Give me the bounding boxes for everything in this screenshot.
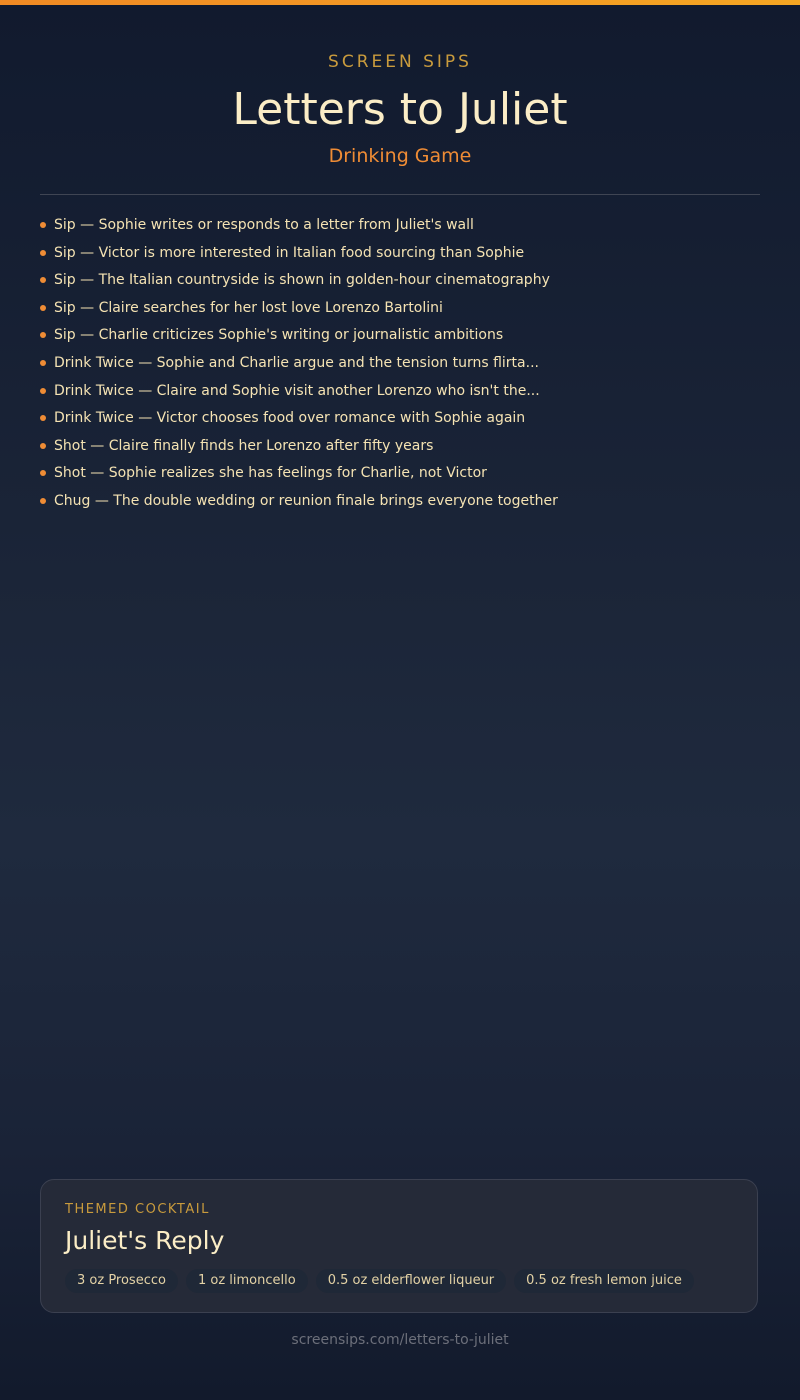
bullet-dot-icon: [40, 360, 46, 366]
footer-url: screensips.com/letters-to-juliet: [291, 1332, 509, 1348]
bullet-dot-icon: [40, 388, 46, 394]
rule-text: Drink Twice — Sophie and Charlie argue and the tension turns flirta...: [54, 354, 539, 371]
bullet-dot-icon: [40, 415, 46, 421]
rule-item: [40, 296, 760, 324]
rule-item: [40, 434, 760, 462]
rule-text: Shot — Claire finally finds her Lorenzo after fifty years: [54, 437, 434, 454]
rule-text: Sip — Charlie criticizes Sophie's writing or journalistic ambitions: [54, 327, 504, 344]
rule-text: Sip — Victor is more interested in Italian food sourcing than Sophie: [54, 244, 525, 261]
ingredient-chip: 0.5 oz fresh lemon juice: [514, 1269, 694, 1293]
page-subtitle: Drinking Game: [328, 145, 472, 167]
rule-item: [40, 461, 760, 489]
rule-item: [40, 379, 760, 407]
cocktail-name: Juliet's Reply: [65, 1226, 225, 1255]
ingredient-chip: 1 oz limoncello: [186, 1269, 308, 1293]
bullet-dot-icon: [40, 332, 46, 338]
cocktail-label: THEMED COCKTAIL: [65, 1202, 210, 1217]
rule-text: Chug — The double wedding or reunion finale brings everyone together: [54, 492, 558, 509]
bullet-dot-icon: [40, 250, 46, 256]
rule-item: [40, 323, 760, 351]
rules-list: [40, 213, 760, 517]
cocktail-card: [40, 1179, 758, 1313]
rule-text: Sip — Sophie writes or responds to a letter from Juliet's wall: [54, 217, 474, 233]
bullet-dot-icon: [40, 498, 46, 504]
rule-item: [40, 241, 760, 269]
page-title: Letters to Juliet: [232, 84, 568, 135]
rule-item: [40, 268, 760, 296]
bullet-dot-icon: [40, 305, 46, 311]
ingredient-list: [65, 1269, 694, 1293]
ingredient-chip: 3 oz Prosecco: [65, 1269, 178, 1293]
bullet-dot-icon: [40, 470, 46, 476]
bullet-dot-icon: [40, 222, 46, 228]
rule-text: Drink Twice — Claire and Sophie visit another Lorenzo who isn't the...: [54, 382, 540, 399]
rule-item: [40, 213, 760, 241]
bullet-dot-icon: [40, 277, 46, 283]
rule-text: Sip — The Italian countryside is shown in golden-hour cinematography: [54, 272, 550, 289]
rule-text: Shot — Sophie realizes she has feelings for Charlie, not Victor: [54, 465, 487, 482]
accent-top-bar: [0, 0, 800, 5]
rule-item: [40, 351, 760, 379]
header-divider: [40, 194, 760, 195]
bullet-dot-icon: [40, 443, 46, 449]
brand-name: SCREEN SIPS: [328, 52, 472, 72]
rule-text: Drink Twice — Victor chooses food over romance with Sophie again: [54, 410, 526, 427]
ingredient-chip: 0.5 oz elderflower liqueur: [316, 1269, 506, 1293]
rule-item: [40, 406, 760, 434]
rule-text: Sip — Claire searches for her lost love Lorenzo Bartolini: [54, 299, 443, 316]
rule-item: [40, 489, 760, 517]
